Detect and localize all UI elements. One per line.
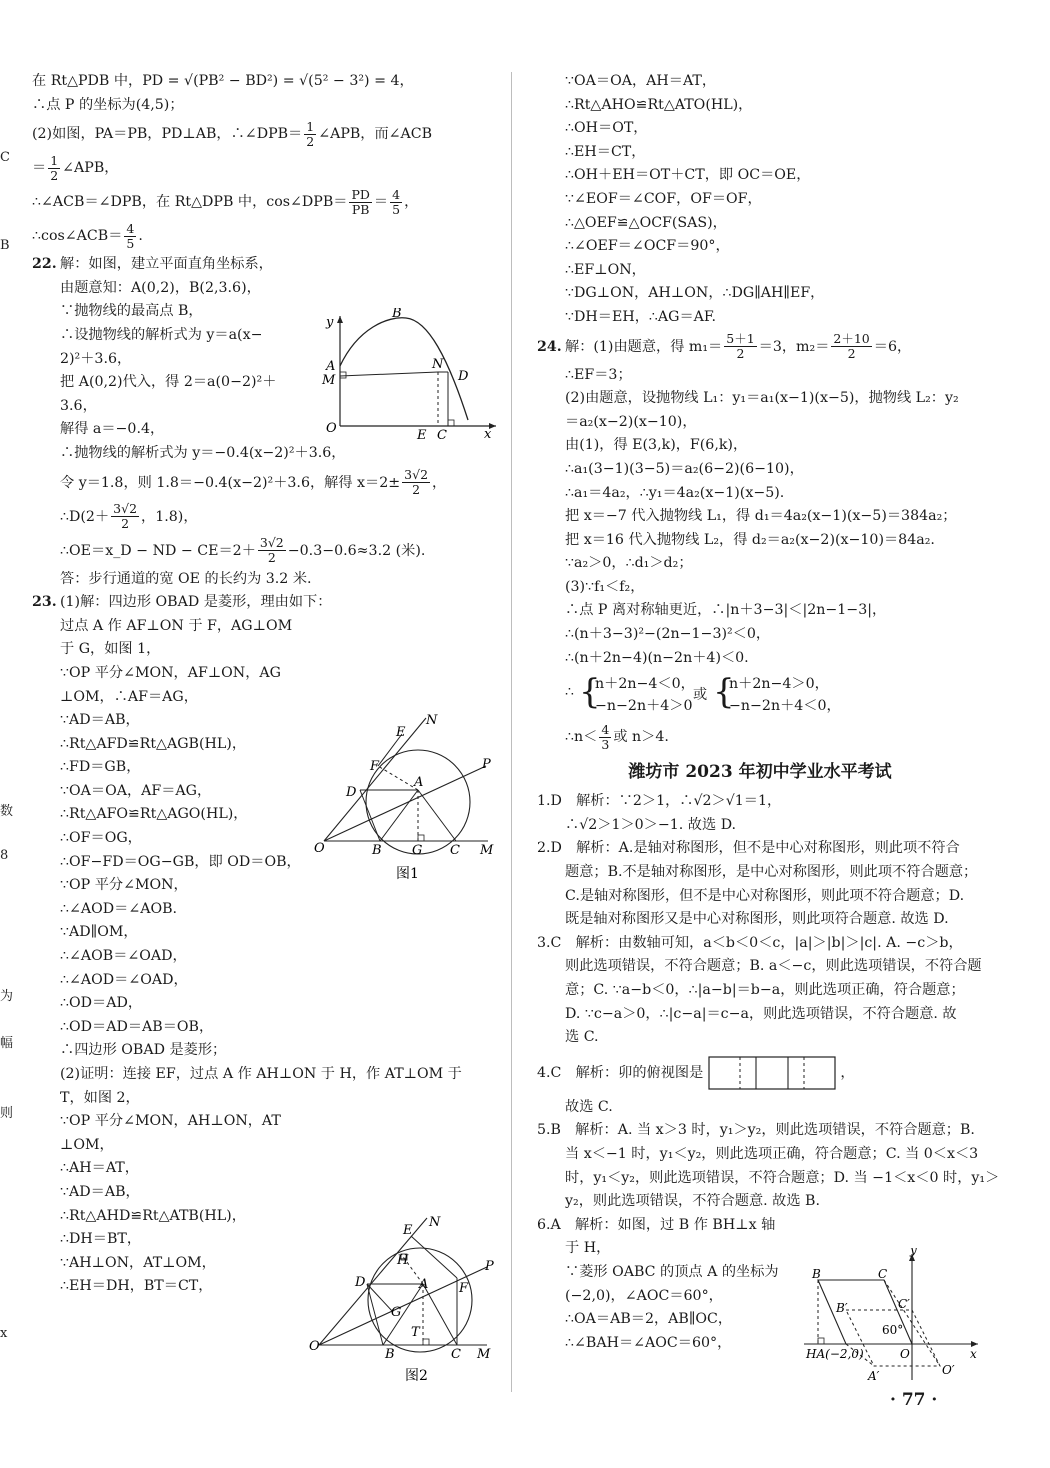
text-line: ∵OP 平分∠MON，AH⊥ON，AT xyxy=(60,1113,281,1130)
margin-mark: 8 xyxy=(0,848,9,863)
point-label: N xyxy=(426,713,438,728)
answer-line: ∴OA＝AB＝2，AB∥OC， xyxy=(565,1311,733,1328)
text-line: 把 x＝16 代入抛物线 L₂，得 d₂＝a₂(x−2)(x−10)＝84a₂. xyxy=(565,531,935,548)
point-label: P xyxy=(482,757,491,772)
axis-label: x xyxy=(970,1347,977,1361)
text-line: T，如图 2， xyxy=(60,1089,140,1106)
point-label: F xyxy=(459,1281,469,1296)
text-line: ∴AH＝AT， xyxy=(60,1160,139,1177)
text-line: ∴a₁(3−1)(3−5)＝a₂(6−2)(6−10)， xyxy=(565,460,804,477)
angle-label: 60° xyxy=(882,1323,904,1337)
text-line: ∴cos∠ACB＝ $\frac{4}{5}$ . xyxy=(32,220,143,251)
margin-mark: 数 xyxy=(0,804,14,819)
text-line: ∵a₂＞0，∴d₁＞d₂； xyxy=(565,555,693,572)
text-line: ∴Rt△AHD≌Rt△ATB(HL)， xyxy=(60,1207,246,1224)
answer-line: 时，y₁＜y₂，则此选项错误，不符合题意；D. 当 −1＜x＜0 时，y₁＞ xyxy=(565,1169,1000,1186)
margin-mark: 幅 xyxy=(0,1036,14,1051)
margin-mark: B xyxy=(0,238,10,253)
text-line: ∴OH＋EH＝OT＋CT，即 OC＝OE， xyxy=(565,167,811,184)
point-label: B xyxy=(392,308,402,321)
point-label: B′ xyxy=(836,1301,848,1315)
answer-line: 6.A 解析：如图，过 B 作 BH⊥x 轴 xyxy=(537,1216,776,1233)
text-line: ⊥OM，∴AF＝AG， xyxy=(60,688,198,705)
point-label: G xyxy=(391,1305,402,1320)
answer-line: 当 x＜−1 时，y₁＜y₂，则此选项正确，符合题意；C. 当 0＜x＜3 xyxy=(565,1145,979,1162)
point-label: C xyxy=(878,1267,888,1281)
answer-line: 2.D 解析：A.是轴对称图形，但不是中心对称图形，则此项不符合 xyxy=(537,840,960,857)
axis-label: y xyxy=(326,315,334,330)
point-label: P xyxy=(485,1259,494,1274)
point-label: E xyxy=(403,1223,413,1238)
text-line: ∴OF＝OG， xyxy=(60,830,142,847)
text-line: ＝ $\frac{1}{2}$ ∠APB， xyxy=(32,152,119,183)
text-line: ∴点 P 离对称轴更近，∴|n＋3−3|＜|2n−1−3|， xyxy=(565,602,887,619)
text-line: ∵AD＝AB， xyxy=(60,712,140,729)
text-line: ⊥OM， xyxy=(60,1136,114,1153)
text-line: ∴OD＝AD＝AB＝OB， xyxy=(60,1018,214,1035)
text-line: ∴∠AOB＝∠OAD， xyxy=(60,948,187,965)
answer-line: 题意；B.不是轴对称图形，是中心对称图形，则此项不符合题意； xyxy=(565,864,978,881)
point-label: G xyxy=(412,843,423,858)
text-line: ∵∠EOF＝∠COF，OF＝OF， xyxy=(565,190,762,207)
text-line: ∴OE＝x_D − ND − CE＝2＋ $\frac{3√2}{2}$ −0.3−0.6≈3.2 (米). xyxy=(60,535,426,566)
text-line: ∵OA＝OA，AF＝AG， xyxy=(60,782,212,799)
point-label: C′ xyxy=(898,1297,910,1311)
text-line: (3)∵f₁＜f₂， xyxy=(565,578,645,595)
text-line: ∵抛物线的最高点 B， xyxy=(60,303,203,320)
point-label: H xyxy=(397,1253,409,1268)
figure-caption: 图1 xyxy=(396,866,419,882)
text-line: ∴EH＝CT， xyxy=(565,143,646,160)
rhombus-figure xyxy=(800,1248,982,1383)
text-line: ∴(n＋3−3)²−(2n−1−3)²＜0， xyxy=(565,626,771,643)
text-line: ∴EF＝3； xyxy=(565,366,632,383)
figure-caption: 图2 xyxy=(405,1368,428,1384)
point-label: A xyxy=(414,775,424,790)
text-line: ∴OF−FD＝OG−GB，即 OD＝OB， xyxy=(60,853,301,870)
text-line: ∴n＜ $\frac{4}{3}$ 或 n＞4. xyxy=(565,721,669,752)
point-label: HA(−2,0) xyxy=(806,1347,864,1361)
point-label: O xyxy=(309,1339,320,1354)
text-line: ∵OP 平分∠MON，AF⊥ON，AG xyxy=(60,664,281,681)
text-line: ∴点 P 的坐标为(4,5)； xyxy=(32,96,184,113)
text-line: ∵AD＝AB， xyxy=(60,1183,140,1200)
text-line: ∵AD∥OM， xyxy=(60,924,138,941)
answer-line: 故选 C. xyxy=(565,1098,613,1115)
answer-line: 既是轴对称图形又是中心对称图形，则此项符合题意. 故选 D. xyxy=(565,911,949,928)
inequality-system: ∴ { n＋2n−4＜0， −n−2n＋4＞0 或 { n＋2n−4＞0， −n−2n＋4＜0， xyxy=(565,672,841,715)
point-label: E xyxy=(396,725,406,740)
text-line: 把 A(0,2)代入，得 2＝a(0−2)²＋ xyxy=(60,374,277,391)
parabola-figure xyxy=(318,308,503,443)
text-line: ∴EF⊥ON， xyxy=(565,261,646,278)
text-line: 3.6， xyxy=(60,397,97,414)
answer-line: 则此选项错误，不符合题意；B. a＜−c，则此选项错误，不符合题 xyxy=(565,958,982,975)
axis-label: y xyxy=(910,1248,917,1257)
text-line: ∴DH＝BT， xyxy=(60,1231,142,1248)
text-line: ∴∠AOD＝∠OAD， xyxy=(60,971,188,988)
answer-line: ∴∠BAH＝∠AOC＝60°， xyxy=(565,1334,732,1351)
point-label: C xyxy=(450,843,460,858)
margin-mark: C xyxy=(0,150,10,165)
text-line: 24. 解：(1)由题意，得 m₁＝ $\frac{5+1}{2}$ ＝3，m₂＝ $\frac{2+10}{2}$ ＝6， xyxy=(537,331,912,362)
answer-line: ∵菱形 OABC 的顶点 A 的坐标为 xyxy=(565,1263,779,1280)
point-label: A xyxy=(419,1277,429,1292)
text-line: ∴∠ACB＝∠DPB，在 Rt△DPB 中，cos∠DPB＝ $\frac{PD}{PB}$ ＝ $\frac{4}{5}$ ， xyxy=(32,186,419,217)
point-label: N xyxy=(429,1215,441,1230)
text-line: ∵AH⊥ON，AT⊥OM， xyxy=(60,1254,216,1271)
column-divider xyxy=(511,72,512,1392)
point-label: E xyxy=(417,428,427,443)
text-line: ∵OA＝OA，AH＝AT， xyxy=(565,73,717,89)
text-line: ∵OP 平分∠MON， xyxy=(60,877,188,894)
point-label: M xyxy=(480,843,494,858)
point-label: D xyxy=(458,369,469,384)
point-label: M xyxy=(477,1347,491,1362)
point-label: F xyxy=(370,759,380,774)
margin-mark: 为 xyxy=(0,989,14,1004)
text-line: ＝a₂(x−2)(x−10)， xyxy=(565,413,697,430)
text-line: 2)²＋3.6， xyxy=(60,350,132,367)
text-line: ∴∠AOD＝∠AOB. xyxy=(60,900,178,917)
text-line: ∵DG⊥ON，AH⊥ON，∴DG∥AH∥EF， xyxy=(565,285,825,302)
section-title: 潍坊市 2023 年初中学业水平考试 xyxy=(628,762,892,783)
text-line: ∴D(2＋ $\frac{3√2}{2}$ ，1.8)， xyxy=(60,501,198,532)
left-column xyxy=(32,70,500,1299)
point-label: B xyxy=(812,1267,821,1281)
point-label: O xyxy=(326,421,337,436)
answer-line: D. ∵c−a＞0，∴|c−a|＝c−a，则此选项错误，不符合题意. 故 xyxy=(565,1005,957,1022)
text-line: 令 y＝1.8，则 1.8＝−0.4(x−2)²＋3.6，解得 x＝2± $\frac{3√2}{2}$ ， xyxy=(60,467,447,498)
right-column xyxy=(537,70,1000,1355)
text-line: ∴Rt△AFD≌Rt△AGB(HL)， xyxy=(60,735,247,752)
answer-line: 3.C 解析：由数轴可知，a＜b＜0＜c，|a|＞|b|＞|c|. A. −c＞b， xyxy=(537,934,963,951)
answer-line: 5.B 解析：A. 当 x＞3 时，y₁＞y₂，则此选项错误，不符合题意；B. xyxy=(537,1122,975,1139)
answer-line: y₂，则此选项错误，不符合题意. 故选 B. xyxy=(565,1193,820,1210)
text-line: ∴FD＝GB， xyxy=(60,759,141,776)
text-line: 22. 解：如图，建立平面直角坐标系， xyxy=(32,256,273,273)
text-line: ∴EH＝DH，BT＝CT， xyxy=(60,1278,213,1295)
text-line: ∴Rt△AFO≌Rt△AGO(HL)， xyxy=(60,806,248,823)
text-line: 于 G，如图 1， xyxy=(60,641,161,658)
answer-line: 选 C. xyxy=(565,1029,599,1046)
point-label: M xyxy=(322,373,336,388)
text-line: ∴∠OEF＝∠OCF＝90°， xyxy=(565,238,730,255)
point-label: D xyxy=(355,1275,366,1290)
answer-line: ∴√2＞1＞0＞−1. 故选 D. xyxy=(565,816,737,833)
answer-line: C.是轴对称图形，但不是中心对称图形，则此项不符合题意；D. xyxy=(565,887,965,904)
text-line: ∴四边形 OBAD 是菱形； xyxy=(60,1042,227,1059)
text-line: 答：步行通道的宽 OE 的长约为 3.2 米. xyxy=(60,570,312,587)
geometry-figure-1 xyxy=(310,708,500,883)
text-line: 解得 a＝−0.4， xyxy=(60,421,165,438)
text-line: ∴抛物线的解析式为 y＝−0.4(x−2)²＋3.6， xyxy=(60,444,346,461)
point-label: N xyxy=(432,357,444,372)
top-view-figure xyxy=(708,1056,836,1090)
point-label: C xyxy=(451,1347,461,1362)
axis-label: x xyxy=(484,427,492,442)
point-label: B xyxy=(385,1347,395,1362)
text-line: 23. (1)解：四边形 OBAD 是菱形，理由如下： xyxy=(32,594,332,611)
answer-line: (−2,0)，∠AOC＝60°， xyxy=(565,1287,723,1304)
text-line: ∴a₁＝4a₂，∴y₁＝4a₂(x−1)(x−5). xyxy=(565,484,785,501)
text-line: ∴OH＝OT， xyxy=(565,120,648,137)
point-label: T xyxy=(411,1325,420,1340)
point-label: O′ xyxy=(942,1363,955,1377)
text-line: ∴OD＝AD， xyxy=(60,995,143,1012)
text-line: ∵DH＝EH，∴AG＝AF. xyxy=(565,308,717,325)
text-line: 由(1)，得 E(3,k)，F(6,k)， xyxy=(565,437,748,454)
point-label: O xyxy=(900,1347,910,1361)
answer-line: 1.D 解析：∵2＞1，∴√2＞√1＝1， xyxy=(537,793,782,810)
text-line: (2)如图，PA＝PB，PD⊥AB，∴∠DPB＝ $\frac{1}{2}$ ∠APB，而∠ACB xyxy=(32,118,433,149)
margin-mark: 则 xyxy=(0,1106,14,1121)
text-line: ∴设抛物线的解析式为 y＝a(x− xyxy=(60,326,263,343)
answer-line: 于 H， xyxy=(565,1240,611,1257)
text-line: 把 x＝−7 代入抛物线 L₁，得 d₁＝4a₂(x−1)(x−5)＝384a₂； xyxy=(565,508,957,525)
point-label: A xyxy=(326,359,336,374)
text-line: 由题意知：A(0,2)，B(2,3.6)， xyxy=(60,279,261,296)
text-line: (2)证明：连接 EF，过点 A 作 AH⊥ON 于 H，作 AT⊥OM 于 xyxy=(60,1066,462,1082)
text-line: 在 Rt△PDB 中，PD = √(PB² − BD²) = √(5² − 3²) = 4， xyxy=(32,73,414,89)
point-label: B xyxy=(372,843,382,858)
text-line: ∴Rt△AHO≌Rt△ATO(HL)， xyxy=(565,96,753,113)
geometry-figure-2 xyxy=(305,1212,500,1387)
text-line: (2)由题意，设抛物线 L₁：y₁＝a₁(x−1)(x−5)，抛物线 L₂：y₂ xyxy=(565,390,959,407)
point-label: D xyxy=(346,785,357,800)
text-line: 过点 A 作 AF⊥ON 于 F，AG⊥OM xyxy=(60,617,293,634)
point-label: O xyxy=(314,841,325,856)
page-number: · 77 · xyxy=(890,1390,938,1410)
text-line: ∴△OEF≌△OCF(SAS)， xyxy=(565,214,727,231)
text-line: ∴(n＋2n−4)(n−2n＋4)＜0. xyxy=(565,649,749,666)
point-label: A′ xyxy=(868,1369,880,1383)
point-label: C xyxy=(437,428,447,443)
margin-mark: x xyxy=(0,1326,8,1341)
answer-line: 4.C 解析：卯的俯视图是 ， xyxy=(537,1050,983,1096)
answer-line: 意；C. ∵a−b＜0，∴|a−b|＝b−a，则此选项正确，符合题意； xyxy=(565,982,965,998)
